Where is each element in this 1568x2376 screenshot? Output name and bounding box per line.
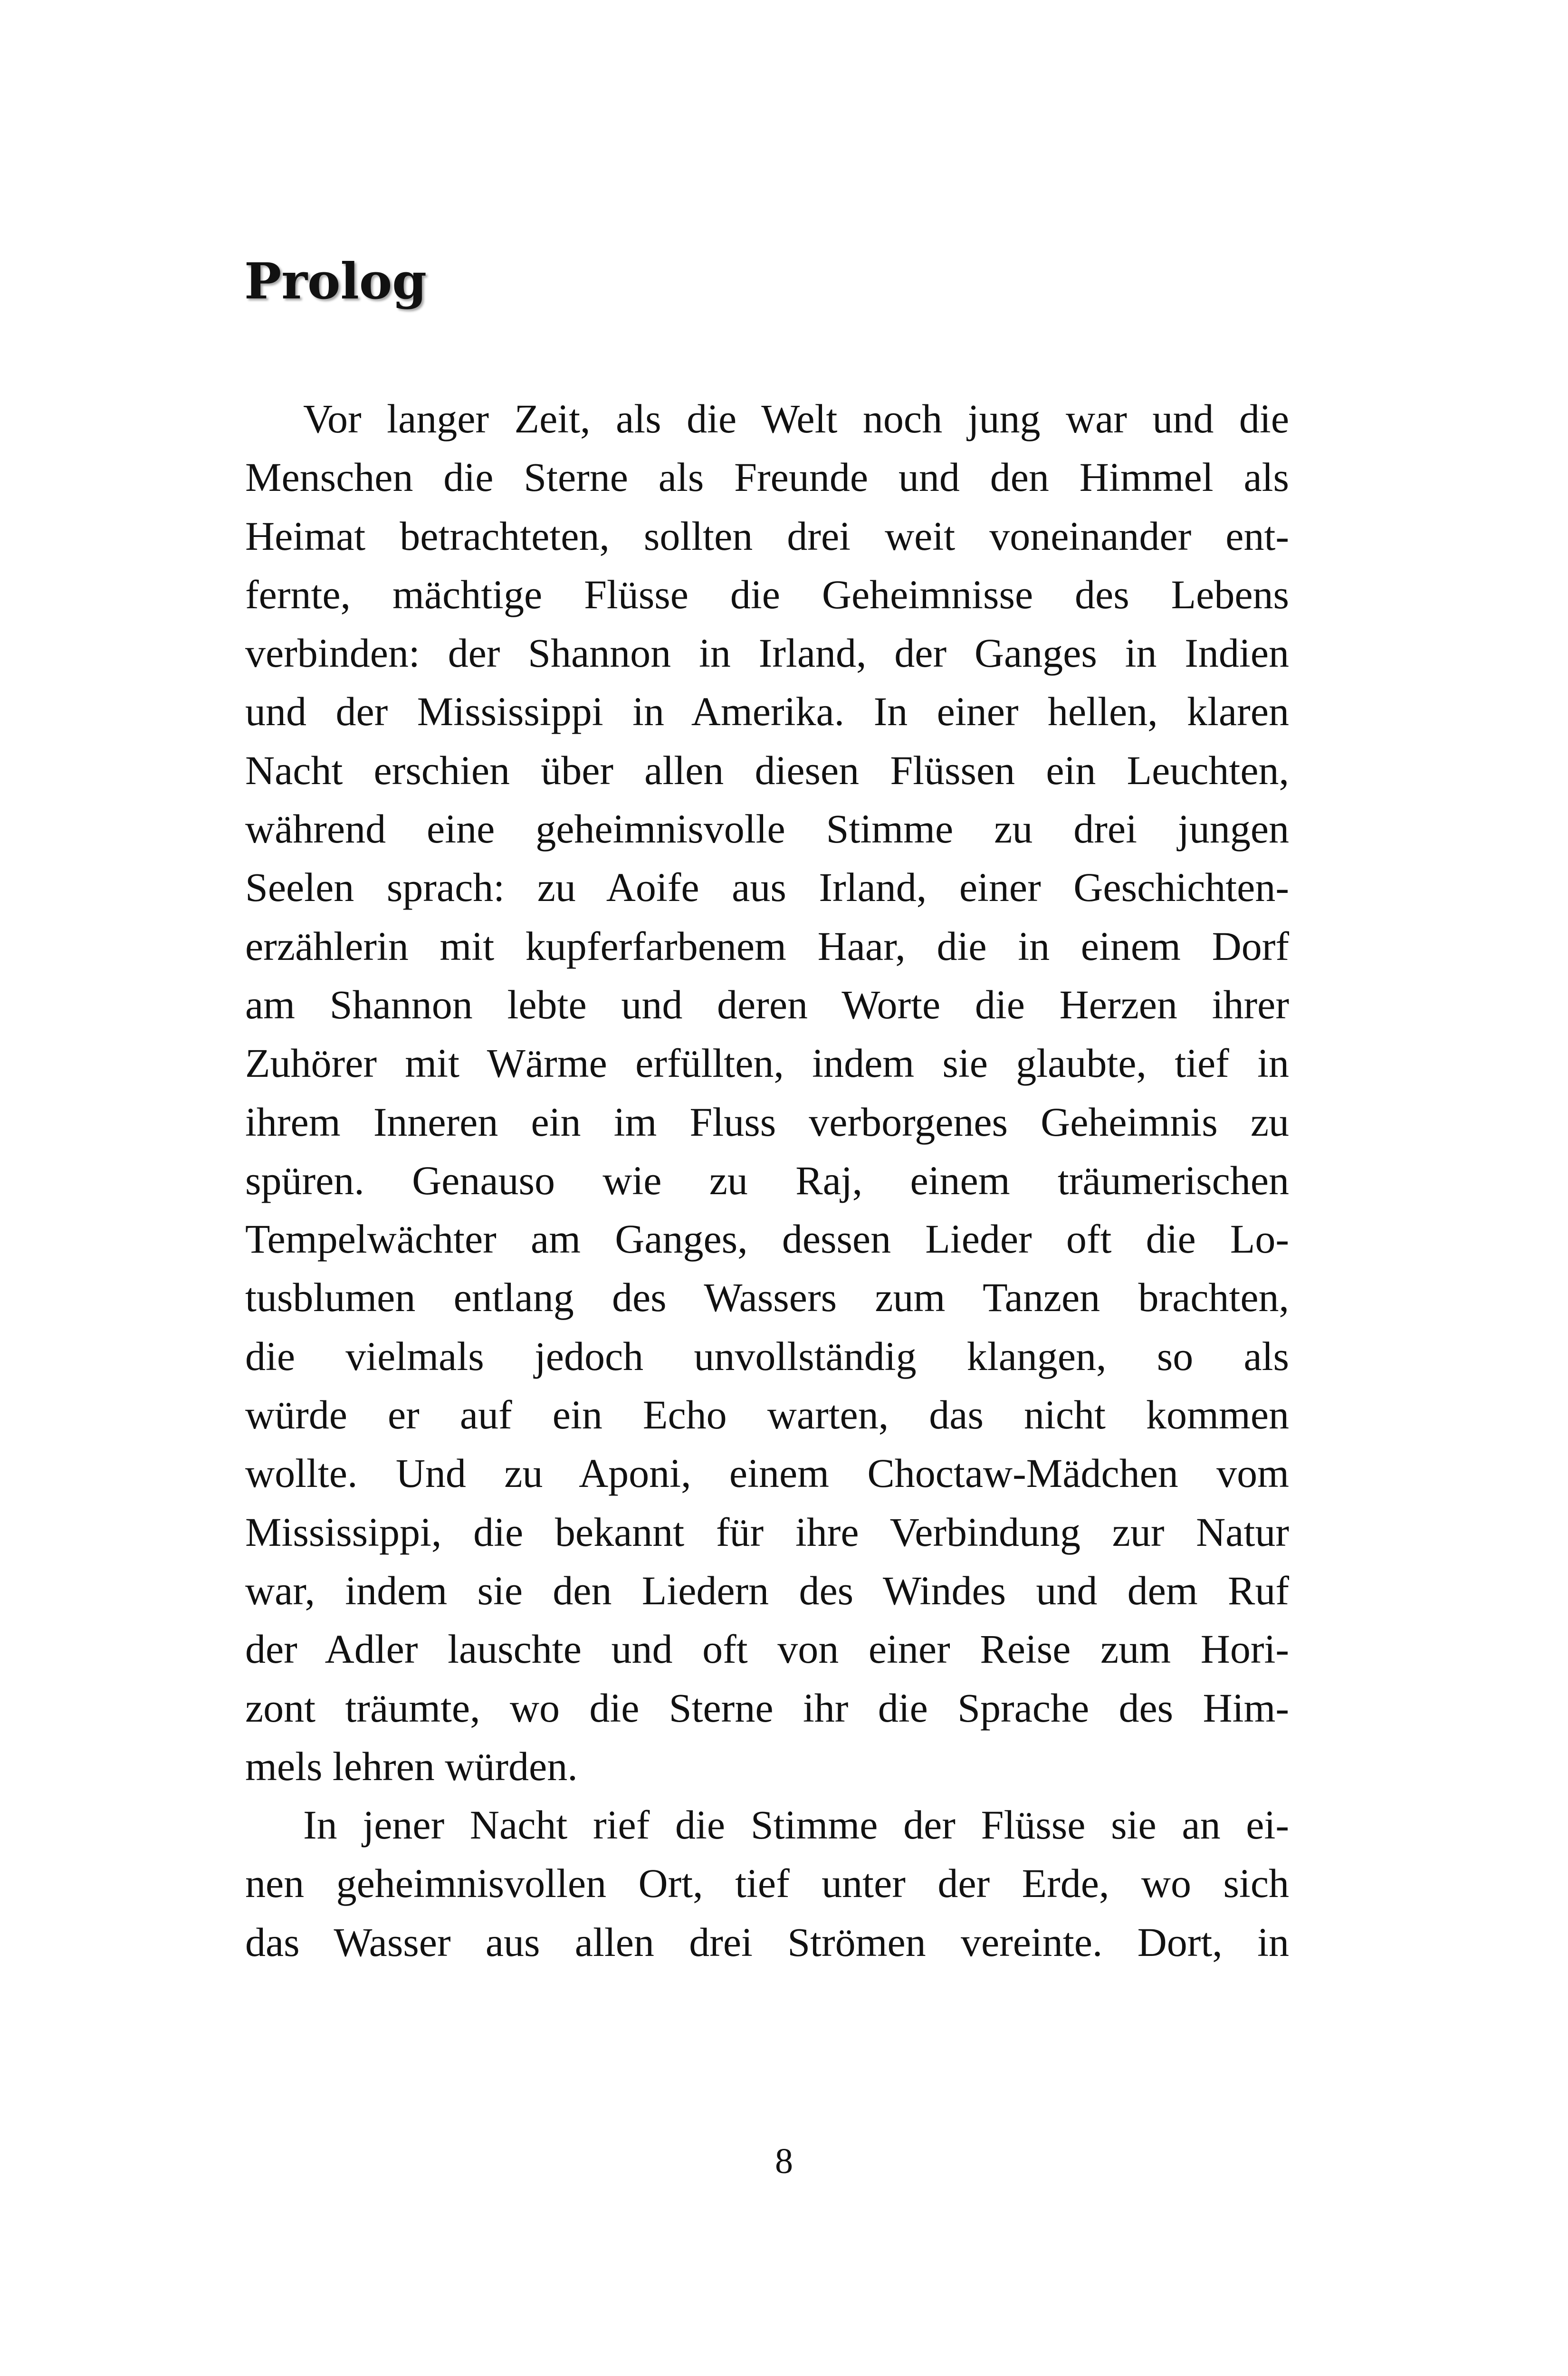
paragraph-line: Tempelwächter am Ganges, dessen Lieder oft die Lo- — [245, 1216, 1289, 1262]
paragraph-line: ihrem Inneren ein im Fluss verborgenes Geheimnis zu — [245, 1099, 1289, 1145]
paragraph-line: Vor langer Zeit, als die Welt noch jung war und die — [303, 396, 1289, 441]
paragraph-line: Menschen die Sterne als Freunde und den Himmel als — [245, 454, 1289, 500]
paragraph-line: verbinden: der Shannon in Irland, der Ganges in Indien — [245, 630, 1289, 676]
paragraph-line: und der Mississippi in Amerika. In einer hellen, klaren — [245, 689, 1289, 735]
paragraph-line: zont träumte, wo die Sterne ihr die Sprache des Him- — [245, 1685, 1289, 1731]
paragraph-line: wollte. Und zu Aponi, einem Choctaw-Mädchen vom — [245, 1450, 1289, 1496]
paragraph-line: nen geheimnisvollen Ort, tief unter der Erde, wo sich — [245, 1860, 1289, 1907]
paragraph-line: Mississippi, die bekannt für ihre Verbindung zur Natur — [245, 1509, 1289, 1555]
paragraph-line: würde er auf ein Echo warten, das nicht kommen — [245, 1392, 1289, 1438]
paragraph-line: während eine geheimnisvolle Stimme zu drei jungen — [245, 806, 1289, 852]
paragraph-line: war, indem sie den Liedern des Windes und dem Ruf — [245, 1567, 1289, 1613]
paragraph-line: Zuhörer mit Wärme erfüllten, indem sie glaubte, tief in — [245, 1040, 1289, 1086]
paragraph-line: die vielmals jedoch unvollständig klangen, so als — [245, 1333, 1289, 1379]
paragraph-line: Nacht erschien über allen diesen Flüssen ein Leuchten, — [245, 747, 1289, 793]
paragraph-line: spüren. Genauso wie zu Raj, einem träumerischen — [245, 1157, 1289, 1203]
paragraph-line: fernte, mächtige Flüsse die Geheimnisse des Lebens — [245, 571, 1289, 617]
paragraph-line: erzählerin mit kupferfarbenem Haar, die in einem Dorf — [245, 923, 1289, 969]
paragraph-line: mels lehren würden. — [245, 1743, 578, 1789]
body-text — [245, 390, 1289, 1972]
page-number: 8 — [775, 2141, 793, 2181]
paragraph-line: am Shannon lebte und deren Worte die Herzen ihrer — [245, 981, 1289, 1027]
paragraph-line: Heimat betrachteten, sollten drei weit voneinander ent- — [245, 513, 1289, 559]
paragraph-line: tusblumen entlang des Wassers zum Tanzen brachten, — [245, 1274, 1289, 1321]
paragraph-line: das Wasser aus allen drei Strömen vereinte. Dort, in — [245, 1919, 1289, 1965]
paragraph-line: Seelen sprach: zu Aoife aus Irland, einer Geschichten- — [245, 864, 1289, 910]
paragraph-line: In jener Nacht rief die Stimme der Flüsse sie an ei- — [303, 1802, 1289, 1848]
paragraph-line: der Adler lauschte und oft von einer Reise zum Hori- — [245, 1626, 1289, 1672]
chapter-heading: Prolog — [244, 252, 427, 310]
